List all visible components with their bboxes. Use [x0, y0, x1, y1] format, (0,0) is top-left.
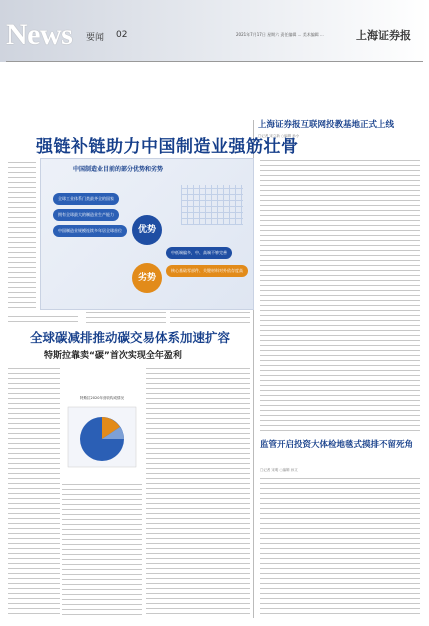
paper-name: 上海证券报 — [356, 29, 411, 42]
sidebar-bottom-body — [260, 478, 420, 618]
lead-body-col-2 — [86, 312, 166, 324]
advantage-badge: 优势 — [132, 215, 162, 245]
masthead-rule — [6, 61, 423, 62]
lead-body-col-3 — [170, 312, 250, 324]
sidebar-top — [258, 120, 423, 139]
second-body-col-2 — [62, 484, 142, 618]
disadvantage-pill-2: 核心基础零部件、关键材料对外依存度高 — [166, 265, 248, 277]
page-number: 02 — [116, 30, 128, 40]
advantage-pill-1: 全球工业体系门类最齐全的国家 — [53, 193, 119, 205]
sidebar-top-headline: 上海证券报互联网投教基地正式上线 — [258, 120, 395, 130]
graphic-pattern — [181, 185, 243, 225]
date-line: 2021年7月17日 星期六 责任编辑 ... 美术编辑 ... — [236, 32, 324, 37]
lead-body-left — [8, 162, 36, 312]
lead-body-col-1 — [8, 316, 78, 324]
lead-headline: 强链补链助力中国制造业强筋壮骨 — [36, 137, 299, 157]
disadvantage-pill-1: 中低端偏多，中、高端不够完善 — [166, 247, 232, 259]
section-name: 要闻 — [86, 33, 105, 43]
masthead-logo: News — [6, 18, 73, 51]
advantage-pill-2: 拥有全球最大的制造业生产能力 — [53, 209, 119, 221]
lead-graphic — [40, 158, 254, 310]
chart-graphic — [62, 401, 142, 473]
chart-title: 特斯拉2020年营收构成情况 — [80, 396, 124, 400]
sidebar-bottom-headline: 监管开启投资大体检地毯式摸排不留死角 — [260, 440, 414, 450]
sidebar-top-byline: □记者 宋立新 ○编辑 孙小 — [258, 134, 300, 138]
second-subhead: 特斯拉靠卖“碳”首次实现全年盈利 — [44, 351, 182, 361]
second-headline: 全球碳减排推动碳交易体系加速扩容 — [30, 330, 231, 345]
masthead — [0, 0, 429, 62]
graphic-title: 中国制造业目前的部分优势和劣势 — [73, 166, 164, 173]
advantage-pill-3: 中国制造业规模连续多年居全球首位 — [53, 225, 127, 237]
disadvantage-badge: 劣势 — [132, 263, 162, 293]
revenue-chart — [62, 396, 142, 476]
second-body-col-1 — [8, 368, 60, 618]
sidebar-top-body — [260, 160, 420, 432]
sidebar-bottom-byline: □记者 宋明 ○编辑 孙文 — [260, 468, 298, 472]
second-body-col-3 — [146, 368, 250, 618]
